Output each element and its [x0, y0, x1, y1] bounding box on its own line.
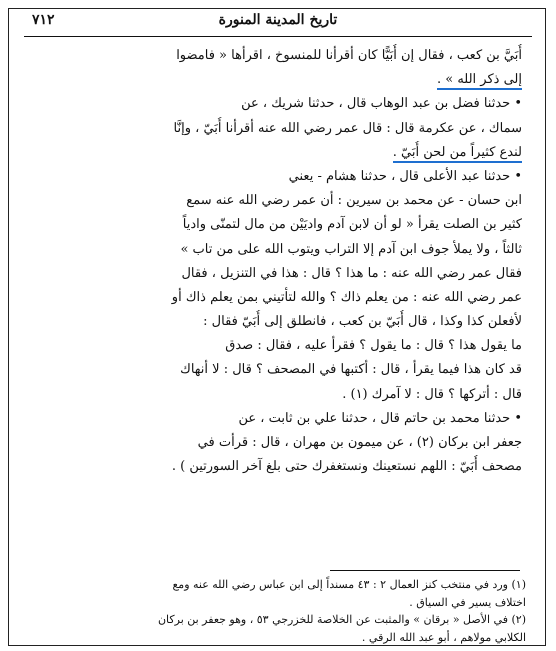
main-text: [40, 44, 522, 479]
footnotes: [40, 576, 526, 646]
text-line-10: فقال عمر رضي الله عنه : ما هذا ؟ قال : هذا في التنزيل ، فقال: [181, 265, 522, 281]
text-line-18: مصحف أُبَيّ : اللهم نستعينك ونستغفرك حتى بلغ آخر السورتين ) .: [171, 459, 522, 475]
footnote-rule: [330, 570, 520, 571]
page-number: ٧١٢: [32, 12, 55, 28]
text-line-6: • حدثنا عبد الأعلى قال ، حدثنا هشام - يعني: [288, 168, 522, 184]
text-line-17: جعفر ابن بركان (٢) ، عن ميمون بن مهران ، قال : قرأت في: [197, 435, 522, 450]
text-line-12: لأفعلن كذا وكذا ، قال أُبَيّ بن كعب ، فانطلق إلى أُبَيّ فقال :: [203, 314, 522, 330]
text-line-15: قال : أتركها ؟ قال : لا آمرك (١) .: [342, 386, 522, 402]
text-line-9: ثالثاً ، ولا يملأ جوف ابن آدم إلا التراب ويتوب الله على من تاب »: [180, 241, 522, 257]
text-line-1: أُبَيَّ بن كعب ، فقال إن أُبَيًّا كان أقرأنا للمنسوخ ، اقرأها « فامضوا: [176, 48, 522, 63]
text-line-4: سماك ، عن عكرمة قال : قال عمر رضي الله عنه أقرأنا أُبَيّ ، وإنَّا: [173, 120, 522, 136]
underlined-text: لندع كثيراً من لحن أُبَيّ .: [393, 145, 522, 163]
text-line-13: ما يقول هذا ؟ قال : ما يقول ؟ فقرأ عليه ، فقال : صدق: [225, 338, 522, 354]
text-line-14: قد كان هذا فيما يقرأ ، قال : أكتبها في المصحف ؟ قال : لا أنهاك: [180, 362, 522, 378]
text-line-2: [40, 68, 522, 92]
text-line-5: [40, 141, 522, 165]
underlined-text: إلى ذكر الله » .: [437, 72, 522, 90]
text-line-16: • حدثنا محمد بن حاتم قال ، حدثنا علي بن ثابت ، عن: [238, 410, 522, 426]
text-line-8: كثير بن الصلت يقرأ « لو أن لابن آدم واديَيْن من مال لتمنّى وادياً: [182, 217, 522, 233]
header-rule: [24, 36, 532, 37]
text-line-11: عمر رضي الله عنه : من يعلم ذاك ؟ والله لتأتيني بمن يعلم ذاك أو: [171, 289, 522, 305]
footnote-line-2: اختلاف يسير في السياق .: [409, 595, 526, 609]
text-line-3: • حدثنا فضل بن عبد الوهاب قال ، حدثنا شريك ، عن: [241, 96, 522, 112]
footnote-line-4: الكلابي مولاهم ، أبو عبد الله الرقي .: [361, 630, 526, 644]
running-title: تاريخ المدينة المنورة: [218, 12, 338, 28]
footnote-line-3: (٢) في الأصل « برقان » والمثبت عن الخلاصة للخزرجي ٥٣ ، وهو جعفر بن بركان: [157, 613, 526, 626]
text-line-7: ابن حسان - عن محمد بن سيرين : أن عمر رضي الله عنه سمع: [186, 193, 522, 209]
footnote-line-1: (١) ورد في منتخب كنز العمال ٢ : ٤٣ مسنداً إلى ابن عباس رضي الله عنه ومع: [172, 578, 526, 591]
